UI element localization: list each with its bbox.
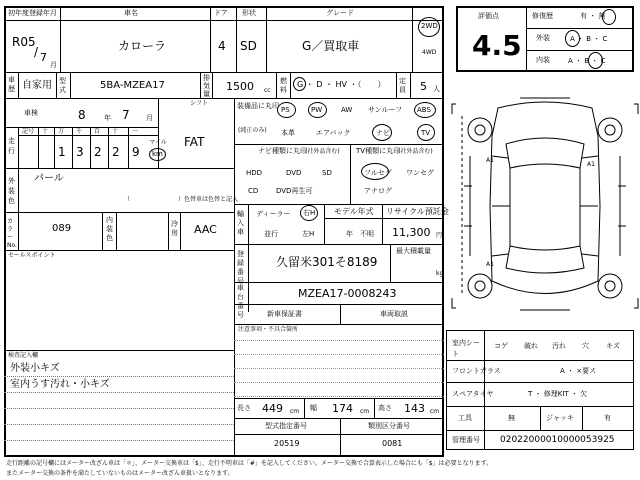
spare-value: T ・ 修理KIT ・ 欠 xyxy=(528,390,588,398)
equipment-label: 装備品に丸印 xyxy=(237,102,279,110)
footer-line-1: 走行距離の記号欄にはメーター改ざん車は「＊」、メーター交換車は「$」、走行不明車は「#」を記入してください。メーター交換で合算表示した場合にも「$」は必要となります。 xyxy=(6,460,493,467)
fuel-label: 燃料 xyxy=(280,77,287,94)
inspection-year: 8 xyxy=(78,108,86,122)
import-dealer: ディーラー xyxy=(256,210,291,218)
note-line-2: 室内うす汚れ・小キズ xyxy=(10,379,110,390)
jack-label: ジャッキ xyxy=(546,414,574,422)
damage-mark-1: A1 xyxy=(486,157,494,164)
car-damage-diagram xyxy=(450,96,640,316)
equip-pw: PW xyxy=(311,106,323,114)
ext-grade-options: A ・ B ・ C xyxy=(570,35,608,43)
recycle-value: 11,300 xyxy=(392,226,431,239)
length-label: 長さ xyxy=(237,404,251,412)
car-name-value: カローラ xyxy=(118,39,167,53)
repair-options: 有 ・ 無 xyxy=(580,12,606,20)
type-no-label: 型式指定番号 xyxy=(265,422,307,430)
inspection-label: 車検 xyxy=(24,109,38,117)
odo-digit-label: 十 xyxy=(42,128,49,135)
navi-sd: SD xyxy=(322,169,332,177)
tv-fullseg: フルセグ xyxy=(364,169,392,177)
manual-label: 車両取説 xyxy=(380,310,408,318)
inspection-month-unit: 月 xyxy=(146,114,153,122)
width-unit: cm xyxy=(360,408,370,415)
displacement-value: 1500 xyxy=(226,80,254,93)
tv-sub: (社外品含む) xyxy=(398,148,433,155)
import-right: 右H xyxy=(303,209,316,217)
odo-digit: 9 xyxy=(132,145,140,159)
width-label: 幅 xyxy=(310,404,317,412)
equip-airbag: エアバック xyxy=(316,129,351,137)
fuel-options: G ・ D ・ HV ・（ ） xyxy=(297,80,386,89)
import-left: 左H xyxy=(302,230,315,238)
glass-value: A ・ ×要ス xyxy=(560,367,597,375)
length-value: 449 xyxy=(262,402,283,415)
first-reg-month-unit: 月 xyxy=(50,61,57,69)
seat-item-4: 穴 xyxy=(582,342,589,350)
doors-label: ドア xyxy=(214,9,228,17)
import-parallel: 並行 xyxy=(264,230,278,238)
damage-mark-3: A1 xyxy=(587,161,595,168)
warranty-label: 新車保証書 xyxy=(267,310,302,318)
score-label: 評価点 xyxy=(478,12,499,20)
exterior-note: （ ）色替車は色替と記入 xyxy=(124,196,239,203)
shape-label: 形状 xyxy=(242,9,256,17)
seat-label: 室内シート xyxy=(452,339,480,358)
height-label: 高さ xyxy=(378,404,392,412)
mgmt-value: 02022000010000053925 xyxy=(500,435,615,445)
seat-item-3: 汚れ xyxy=(552,342,566,350)
spare-label: スペアタイヤ xyxy=(452,390,494,398)
plate-value: 久留米301そ8189 xyxy=(276,255,378,269)
navi-hdd: HDD xyxy=(246,169,263,177)
capacity-value: 5 xyxy=(420,80,427,93)
mileage-unit-km: km xyxy=(152,150,163,158)
capacity-label: 定員 xyxy=(399,77,406,94)
score-value: 4.5 xyxy=(472,29,522,62)
int-grade-options: A ・ B ・ C xyxy=(568,57,606,65)
import-label: 輸入車 xyxy=(237,210,244,236)
odo-digit-label: 千 xyxy=(76,128,83,135)
caution-label: 注意事項・不具合箇所 xyxy=(238,326,299,333)
interior-color-label: 内装色 xyxy=(106,216,113,242)
class-no-label: 類別区分番号 xyxy=(368,422,410,430)
sales-point-label: セールスポイント xyxy=(8,252,56,259)
length-unit: cm xyxy=(290,408,300,415)
navi-cd: CD xyxy=(248,187,259,195)
equip-tv: TV xyxy=(421,129,431,137)
class-no-value: 0081 xyxy=(382,439,403,448)
drive-4wd: 4WD xyxy=(422,49,437,56)
tv-label: TV種類に丸印 xyxy=(356,147,401,155)
first-reg-label: 初年度登録年月 xyxy=(8,9,57,17)
odo-digit-label: 十 xyxy=(112,128,119,135)
equip-navi: ナビ xyxy=(376,129,390,137)
width-value: 174 xyxy=(332,402,353,415)
navi-dvd: DVD xyxy=(286,169,302,177)
capacity-unit: 人 xyxy=(433,85,440,93)
max-load-unit: kg xyxy=(436,270,444,277)
seat-item-5: キズ xyxy=(606,342,620,350)
exterior-label: 外装色 xyxy=(8,177,15,205)
model-value: 5BA-MZEA17 xyxy=(100,80,165,91)
odo-digit-label: 記号 xyxy=(22,128,35,135)
height-unit: cm xyxy=(430,408,440,415)
chassis-value: MZEA17-0008243 xyxy=(298,287,397,300)
mgmt-label: 管理番号 xyxy=(452,436,480,444)
navi-label: ナビ種類に丸印 xyxy=(258,147,307,155)
inspection-year-unit: 年 xyxy=(104,114,111,122)
usage-label: 車歴 xyxy=(8,76,15,93)
odo-digit: 2 xyxy=(94,145,102,159)
odo-digit: 3 xyxy=(76,145,84,159)
displacement-label: 排気量 xyxy=(203,74,210,98)
tv-analog: アナログ xyxy=(364,187,392,195)
jack-value: 有 xyxy=(604,414,611,422)
seat-item-2: 破れ xyxy=(524,342,538,350)
recycle-unit: 円 xyxy=(436,232,443,239)
exterior-value: パール xyxy=(34,173,64,184)
shift-label: シフト xyxy=(190,100,209,107)
odo-digit-label: 百 xyxy=(94,128,101,135)
navi-dvd-play: DVD再生可 xyxy=(276,187,313,195)
equip-leather: 本革 xyxy=(281,129,295,137)
drive-2wd: 2WD xyxy=(421,22,438,30)
mileage-label: 走行 xyxy=(8,137,15,155)
footer-line-2: またメーター交換の条件を満たしていないものはメーター改ざん車扱いとなります。 xyxy=(6,470,234,477)
plate-label: 登録番号 xyxy=(237,250,244,285)
cooler-label: 冷房 xyxy=(171,220,178,237)
equip-sunroof: サンルーフ xyxy=(368,106,403,114)
equipment-sub: (純正のみ) xyxy=(238,127,267,134)
odo-digit-label: 一 xyxy=(132,128,139,135)
car-name-label: 車名 xyxy=(124,9,138,17)
type-no-value: 20519 xyxy=(274,439,300,448)
navi-sub: (社外品含む) xyxy=(305,148,340,155)
glass-label: フロントガラス xyxy=(452,367,501,375)
first-reg-slash: / xyxy=(34,45,39,59)
height-value: 143 xyxy=(404,402,425,415)
equip-ps: PS xyxy=(281,106,290,114)
note-line-1: 外装小キズ xyxy=(10,363,60,374)
recycle-label: リサイクル預託金 xyxy=(386,207,449,216)
odo-digit: 1 xyxy=(58,145,66,159)
mileage-unit-mile: マイル xyxy=(149,139,167,146)
tools-label: 工具 xyxy=(458,414,472,422)
displacement-unit: cc xyxy=(264,87,271,94)
shape-value: SD xyxy=(240,39,257,53)
color-no-value: 089 xyxy=(52,223,72,234)
color-no-label: カラーNo. xyxy=(7,218,17,249)
doors-value: 4 xyxy=(218,39,226,53)
max-load-label: 最大積載量 xyxy=(396,247,431,255)
chassis-label: 車台番号 xyxy=(237,284,244,319)
first-reg-era: R05 xyxy=(12,35,36,49)
equip-aw: AW xyxy=(341,106,353,114)
usage-value: 自家用 xyxy=(22,80,52,91)
int-grade-label: 内装 xyxy=(536,56,550,64)
grade-label: グレード xyxy=(326,9,354,17)
inspection-month: 7 xyxy=(122,108,130,122)
grade-value: G／買取車 xyxy=(302,39,360,53)
shift-value: FAT xyxy=(184,135,205,149)
damage-mark-2: A1 xyxy=(486,261,494,268)
first-reg-month: 7 xyxy=(40,51,47,64)
model-label: 型式 xyxy=(59,77,66,94)
cooler-value: AAC xyxy=(194,223,217,236)
tv-oneseg: ワンセグ xyxy=(406,169,434,177)
model-year-value: 年 不明 xyxy=(346,230,374,238)
seat-item-1: コゲ xyxy=(494,342,508,350)
inspector-label: 検査記入欄 xyxy=(8,352,39,359)
repair-label: 修復歴 xyxy=(532,12,553,20)
equip-abs: ABS xyxy=(417,106,431,114)
tools-value: 無 xyxy=(508,414,515,422)
ext-grade-label: 外装 xyxy=(536,34,550,42)
odo-digit-label: 万 xyxy=(58,128,65,135)
odo-digit: 2 xyxy=(112,145,120,159)
model-year-label: モデル年式 xyxy=(334,207,374,216)
